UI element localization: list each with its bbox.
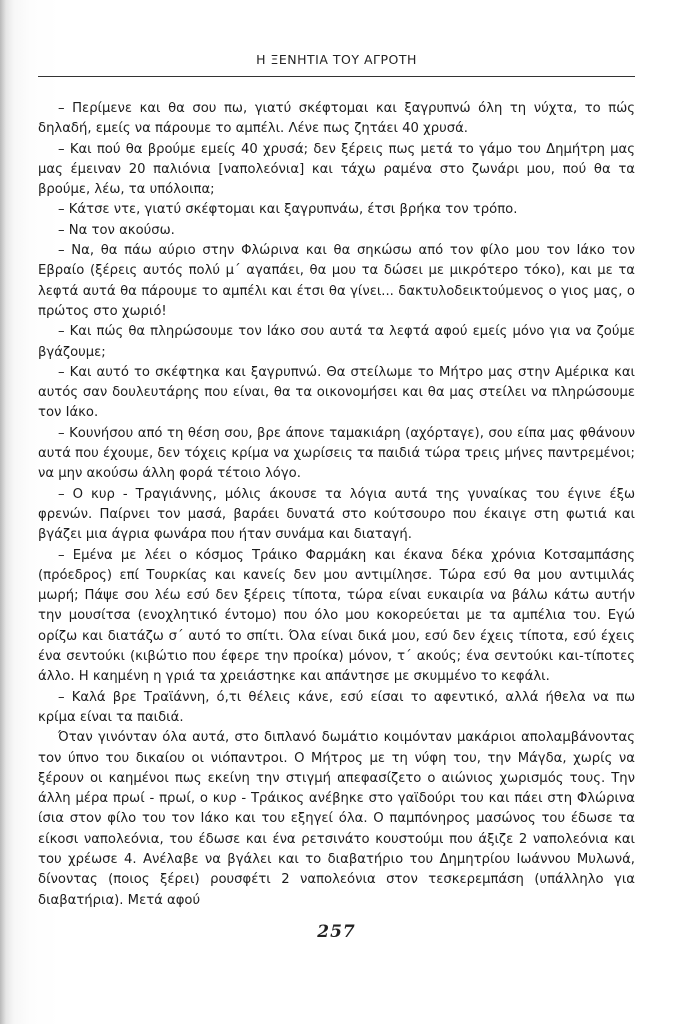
paragraph: – Κουνήσου από τη θέση σου, βρε άπονε ταμακιάρη (αχόρταγε), σου είπα μας φθάνουν αυτά που έχουμε, δεν τόχεις κρίμα να χωρίσεις τα παιδιά τώρα τρεις μήνες παντρεμένοι; να μην ακούσω άλλη φορά τέτοιο λόγο.: [38, 425, 635, 482]
paragraph: – Ο κυρ - Τραγιάννης, μόλις άκουσε τα λόγια αυτά της γυναίκας του έγινε έξω φρενών. Παίρνει τον μασά, βαράει δυνατά στο κούτσουρο που έκαιγε στη φωτιά και βγάζει μια άγρια φωνάρα που ήταν συνάμα και διαταγή.: [38, 486, 635, 543]
paragraph: – Κάτσε ντε, γιατύ σκέφτομαι και ξαγρυπνάω, έτσι βρήκα τον τρόπο.: [58, 202, 518, 218]
paragraph: – Περίμενε και θα σου πω, γιατύ σκέφτομαι και ξαγρυπνώ όλη τη νύχτα, το πώς δηλαδή, εμείς να πάρουμε το αμπέλι. Λένε πως ζητάει 40 χρυσά.: [38, 101, 635, 137]
page-number: 257: [317, 922, 356, 942]
paragraph: – Και πώς θα πληρώσουμε τον Ιάκο σου αυτά τα λεφτά αφού εμείς μόνο για να ζούμε βγάζουμε;: [38, 324, 635, 360]
paragraph: – Εμένα με λέει ο κόσμος Τράικο Φαρμάκη και έκανα δέκα χρόνια Κοτσαμπάσης (πρόεδρος) επί Τουρκίας και κανείς δεν μου αντιμίλησε. Τώρα εσύ θα μου αντιμιλάς μωρή; Πάψε σου λέω εσύ δεν ξέρεις τίποτα, τώρα είναι ευκαιρία να βάλω κάτω αυτήν την μουσίτσα (ενοχλητικό έντομο) που όλο μου κοκορεύεται με τα αμπέλια του. Εγώ ορίζω και διατάζω σ΄ αυτό το σπίτι. Όλα είναι δικά μου, εσύ δεν έχεις τίποτα, εσύ έχεις ένα σεντούκι (κιβώτιο που έφερε την προίκα) μόνον, τ΄ ακούς; ένα σεντούκι και-τίποτες άλλο. Η καημένη η γριά τα χρειάστηκε και απάντησε με σκυμμένο το κεφάλι.: [38, 547, 635, 685]
paragraph: – Και αυτό το σκέφτηκα και ξαγρυπνώ. Θα στείλωμε το Μήτρο μας στην Αμέρικα και αυτός σαν δουλευτάρης που είναι, θα τα οικονομήσει και θα μας στείλει να πληρώσουμε τον Ιάκο.: [38, 364, 635, 421]
paragraph: – Να, θα πάω αύριο στην Φλώρινα και θα σηκώσω από τον φίλο μου τον Ιάκο τον Εβραίο (ξέρεις αυτός πολύ μ΄ αγαπάει, θα μου τα δώσει με μικρότερο τόκο), και με τα λεφτά αυτά θα πάρουμε το αμπέλι και έτσι θα γίνει... δακτυλοδεικτούμενος ο γιος μας, ο πρώτος στο χωριό!: [38, 243, 635, 319]
running-header: Η ΞΕΝΗΤΙΑ ΤΟΥ ΑΓΡΟΤΗ: [256, 52, 417, 67]
paragraph: Όταν γινόνταν όλα αυτά, στο διπλανό δωμάτιο κοιμόνταν μακάριοι απολαμβάνοντας τον ύπνο του δικαίου οι νιόπαντροι. Ο Μήτρος με τη νύφη του, την Μάγδα, χωρίς να ξέρουν οι καημένοι πως εκείνη την στιγμή απεφασίζετο ο αιώνιος χωρισμός τους. Την άλλη μέρα πρωί - πρωί, ο κυρ - Τράικος ανέβηκε στο γαϊδούρι του και πάει στη Φλώρινα ίσια στον φίλο του τον Ιάκο και του εξηγεί όλα. Ο παμπόνηρος μασώνος του έδωσε τα είκοσι ναπολεόνια, του έδωσε και ένα ρετσινάτο κουστούμι που άξιζε 2 ναπολεόνια και του χρέωσε 4. Ανέλαβε να βγάλει και το διαβατήριο του Δημητρίου Ιωάννου Μυλωνά, δίνοντας (ποιος ξέρει) ρουσφέτι 2 ναπολεόνια στον τεσκερεμπάση (υπάλληλο για διαβατήρια). Μετά αφού: [38, 730, 635, 908]
paragraph: – Και πού θα βρούμε εμείς 40 χρυσά; δεν ξέρεις πως μετά το γάμο του Δημήτρη μας μας έμειναν 20 παλιόνια [ναπολεόνια] και τάχω ραμένα στο ζωνάρι μου, πού θα τα βρούμε, λέω, τα υπόλοιπα;: [38, 141, 635, 198]
page-body: [38, 99, 635, 911]
header-rule: [38, 76, 635, 77]
paragraph: – Καλά βρε Τραϊάννη, ό,τι θέλεις κάνε, εσύ είσαι το αφεντικό, αλλά ήθελα να πω κρίμα είναι τα παιδιά.: [38, 689, 635, 725]
paragraph: – Να τον ακούσω.: [58, 222, 175, 238]
